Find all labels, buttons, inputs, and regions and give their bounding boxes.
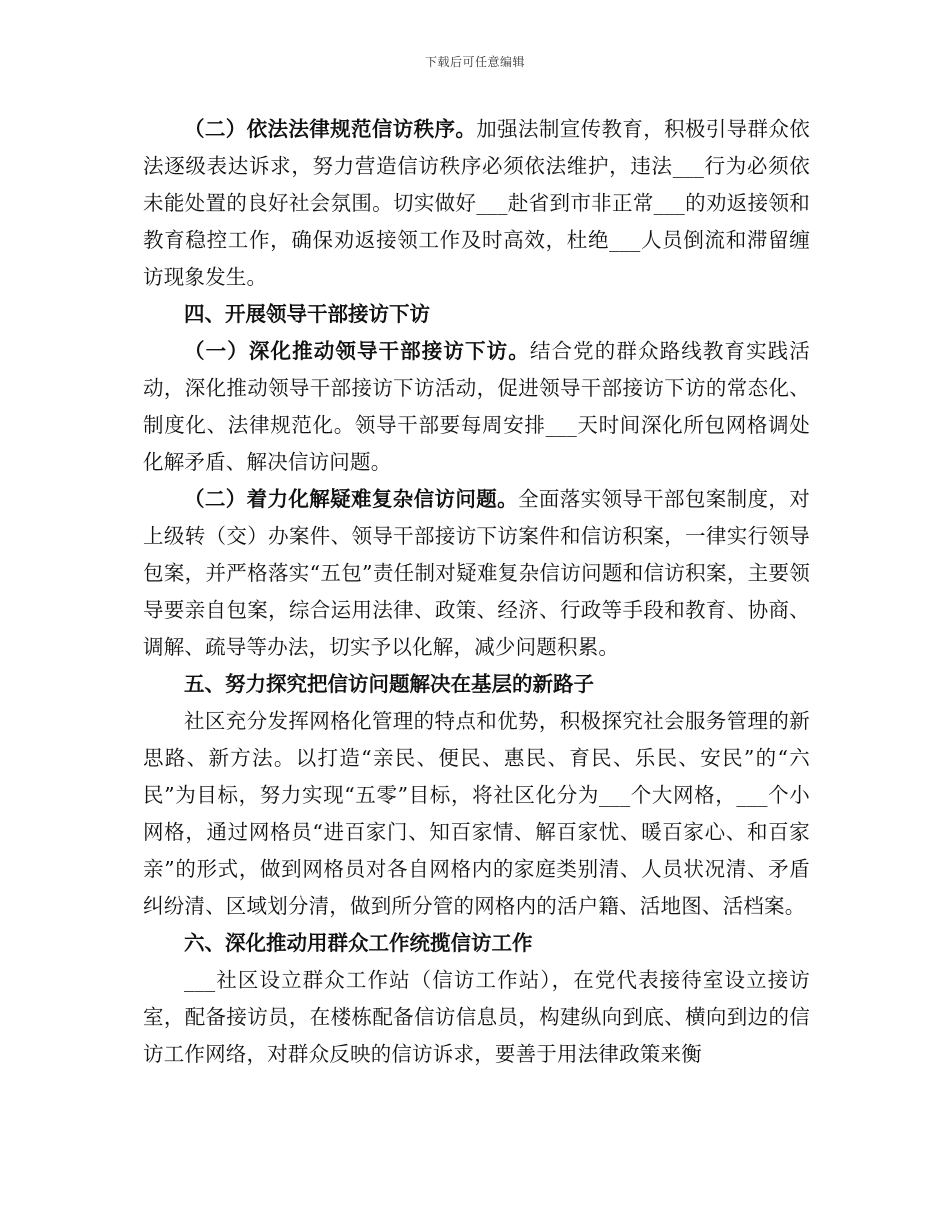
section-heading-4: 四、开展领导干部接访下访 bbox=[184, 302, 430, 326]
paragraph-lead: （二）着力化解疑难复杂信访问题。 bbox=[184, 487, 518, 511]
paragraph-regulate-petition-order bbox=[143, 111, 810, 296]
paragraph-lead: （一）深化推动领导干部接访下访。 bbox=[184, 339, 530, 363]
section-heading-6: 六、深化推动用群众工作统揽信访工作 bbox=[184, 931, 533, 955]
section-heading-5: 五、努力探究把信访问题解决在基层的新路子 bbox=[184, 672, 594, 696]
paragraph-lead: （二）依法法律规范信访秩序。 bbox=[184, 117, 477, 141]
paragraph-mass-work-station bbox=[143, 962, 810, 1073]
paragraph-resolve-complex-issues bbox=[143, 481, 810, 666]
paragraph-text: 全面落实领导干部包案制度，对上级转（交）办案件、领导干部接访下访案件和信访积案，一律实行领导包案，并严格落实“五包”责任制对疑难复杂信访问题和信访积案，主要领导要亲自包案，综合运用法律、政策、经济、行政等手段和教育、协商、调解、疏导等办法，切实予以化解，减少问题积累。 bbox=[143, 487, 810, 659]
page-header-note: 下载后可任意编辑 bbox=[424, 55, 525, 69]
document-body bbox=[143, 111, 810, 1073]
paragraph-text: 加强法制宣传教育，积极引导群众依法逐级表达诉求，努力营造信访秩序必须依法维护，违法___行为必须依未能处置的良好社会氛围。切实做好___赴省到市非正常___的劝返接领和教育稳控工作，确保劝返接领工作及时高效，杜绝___人员倒流和滞留缠访现象发生。 bbox=[143, 117, 810, 289]
paragraph-grid-management bbox=[143, 703, 810, 925]
paragraph-text: ___社区设立群众工作站（信访工作站），在党代表接待室设立接访室，配备接访员，在楼栋配备信访信息员，构建纵向到底、横向到边的信访工作网络，对群众反映的信访诉求，要善于用法律政策来衡 bbox=[143, 968, 810, 1066]
paragraph-text: 社区充分发挥网格化管理的特点和优势，积极探究社会服务管理的新思路、新方法。以打造“亲民、便民、惠民、育民、乐民、安民”的“六民”为目标，努力实现“五零”目标，将社区化分为___个大网格，___个小网格，通过网格员“进百家门、知百家情、解百家忧、暖百家心、和百家亲”的形式，做到网格员对各自网格内的家庭类别清、人员状况清、矛盾纠纷清、区域划分清，做到所分管的网格内的活户籍、活地图、活档案。 bbox=[143, 709, 810, 918]
paragraph-leader-reception bbox=[143, 333, 810, 481]
paragraph-text: 结合党的群众路线教育实践活动，深化推动领导干部接访下访活动，促进领导干部接访下访的常态化、制度化、法律规范化。领导干部要每周安排___天时间深化所包网格调处化解矛盾、解决信访问题。 bbox=[143, 339, 810, 474]
